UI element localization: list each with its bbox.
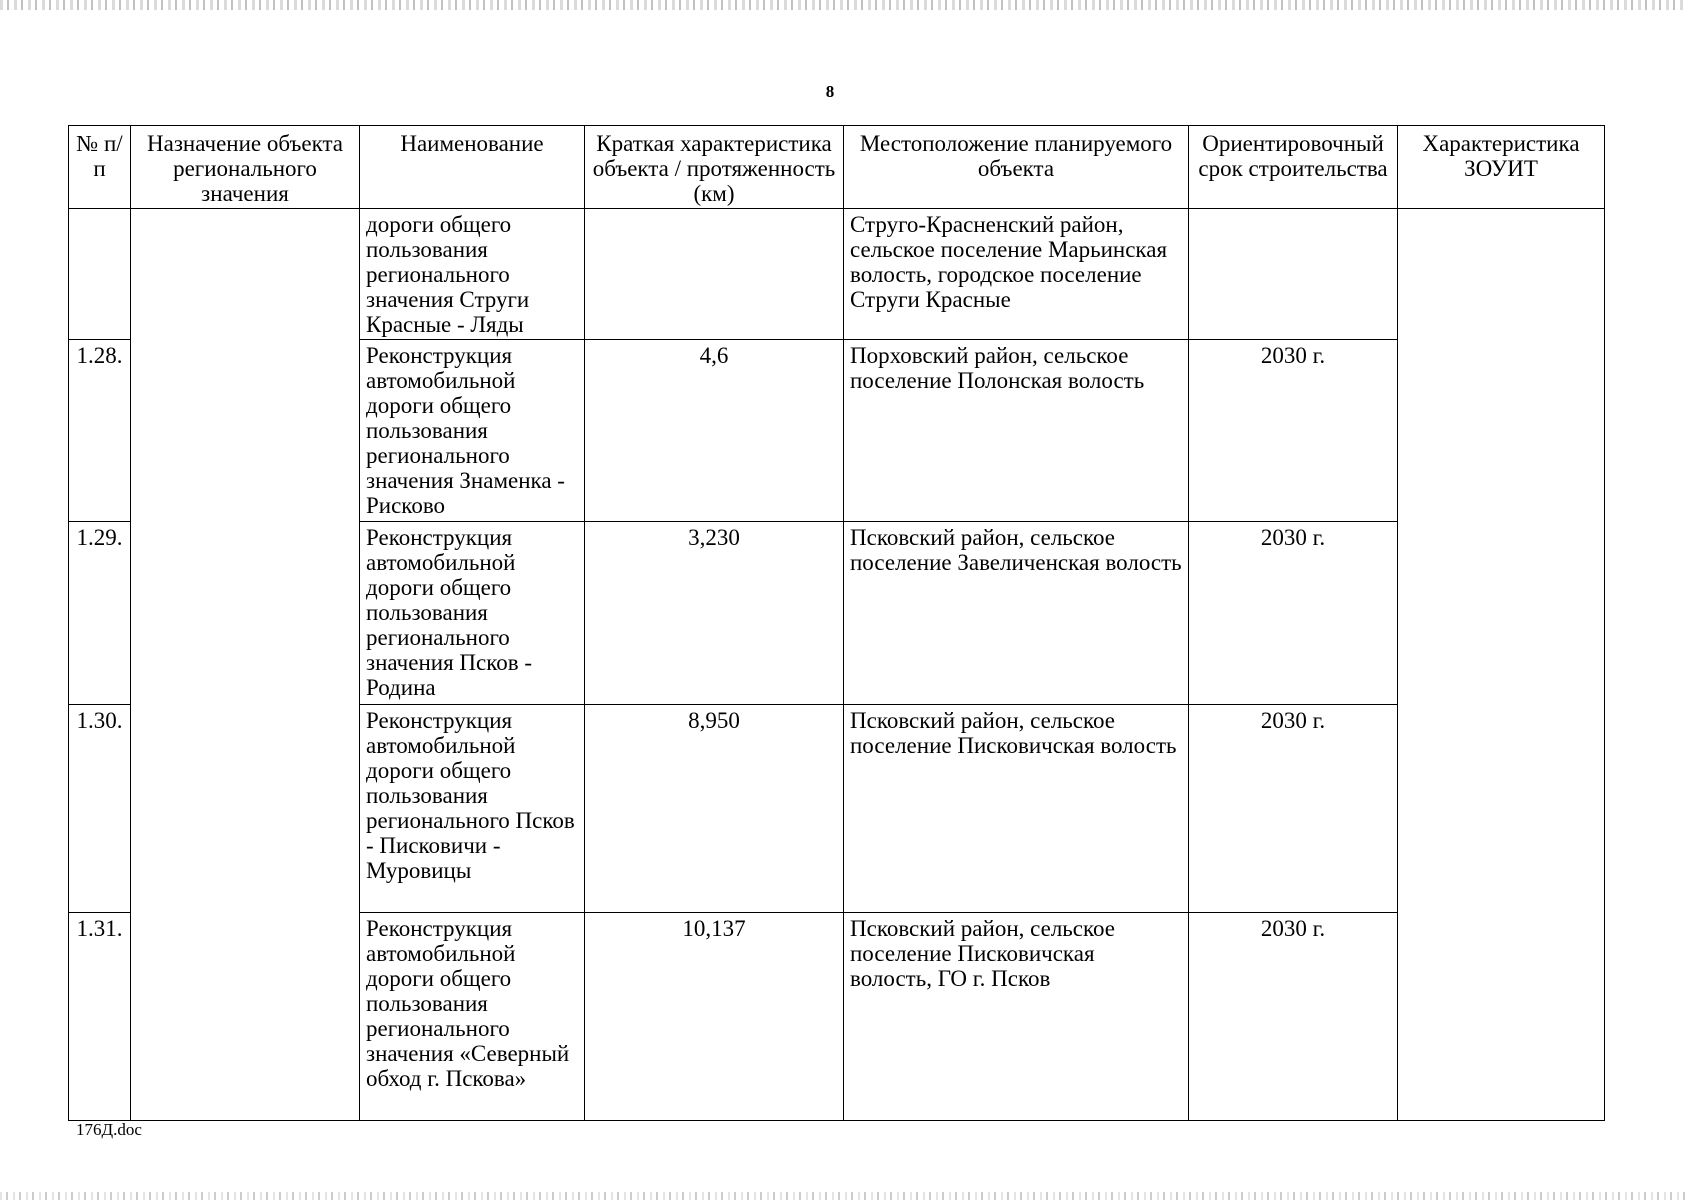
header-zouit: Характеристика ЗОУИТ: [1398, 126, 1605, 209]
row-term: 2030 г.: [1189, 340, 1398, 522]
row-num: 1.31.: [69, 913, 131, 1121]
planned-objects-table: [68, 125, 1605, 1121]
row-location: Струго-Красненский район, сельское поселение Марьинская волость, городское поселение Струги Красные: [844, 209, 1189, 340]
row-num: 1.30.: [69, 705, 131, 913]
row-characteristic: 4,6: [585, 340, 844, 522]
row-term: 2030 г.: [1189, 705, 1398, 913]
row-location: Псковский район, сельское поселение Писковичская волость, ГО г. Псков: [844, 913, 1189, 1121]
row-name: Реконструкция автомобильной дороги общего пользования регионального значения Знаменка - Рисково: [360, 340, 585, 522]
header-location: Местоположение планируемого объекта: [844, 126, 1189, 209]
table-row: [69, 209, 1605, 340]
row-name: Реконструкция автомобильной дороги общего пользования регионального Псков - Писковичи - Муровицы: [360, 705, 585, 913]
header-name: Наименование: [360, 126, 585, 209]
file-name-label: 176Д.doc: [76, 1120, 142, 1139]
row-term: [1189, 209, 1398, 340]
table-header-row: [69, 126, 1605, 209]
header-characteristic: Краткая характеристика объекта / протяженность (км): [585, 126, 844, 209]
row-location: Порховский район, сельское поселение Полонская волость: [844, 340, 1189, 522]
row-name: Реконструкция автомобильной дороги общего пользования регионального значения Псков - Родина: [360, 522, 585, 705]
row-characteristic: [585, 209, 844, 340]
row-location: Псковский район, сельское поселение Завеличенская волость: [844, 522, 1189, 705]
scan-edge-top: [0, 0, 1686, 10]
row-name: Реконструкция автомобильной дороги общего пользования регионального значения «Северный обход г. Пскова»: [360, 913, 585, 1121]
row-term: 2030 г.: [1189, 522, 1398, 705]
scan-edge-bottom: [0, 1192, 1686, 1200]
header-term: Ориентировочный срок строительства: [1189, 126, 1398, 209]
row-characteristic: 8,950: [585, 705, 844, 913]
row-num: 1.28.: [69, 340, 131, 522]
row-num: 1.29.: [69, 522, 131, 705]
header-purpose: Назначение объекта регионального значения: [131, 126, 360, 209]
page-number: 8: [825, 82, 835, 101]
purpose-cell: [131, 209, 360, 1121]
row-name: дороги общего пользования регионального значения Струги Красные - Ляды: [360, 209, 585, 340]
row-location: Псковский район, сельское поселение Писковичская волость: [844, 705, 1189, 913]
row-characteristic: 3,230: [585, 522, 844, 705]
zouit-cell: [1398, 209, 1605, 1121]
row-characteristic: 10,137: [585, 913, 844, 1121]
row-term: 2030 г.: [1189, 913, 1398, 1121]
header-num: № п/п: [69, 126, 131, 209]
row-num: [69, 209, 131, 340]
